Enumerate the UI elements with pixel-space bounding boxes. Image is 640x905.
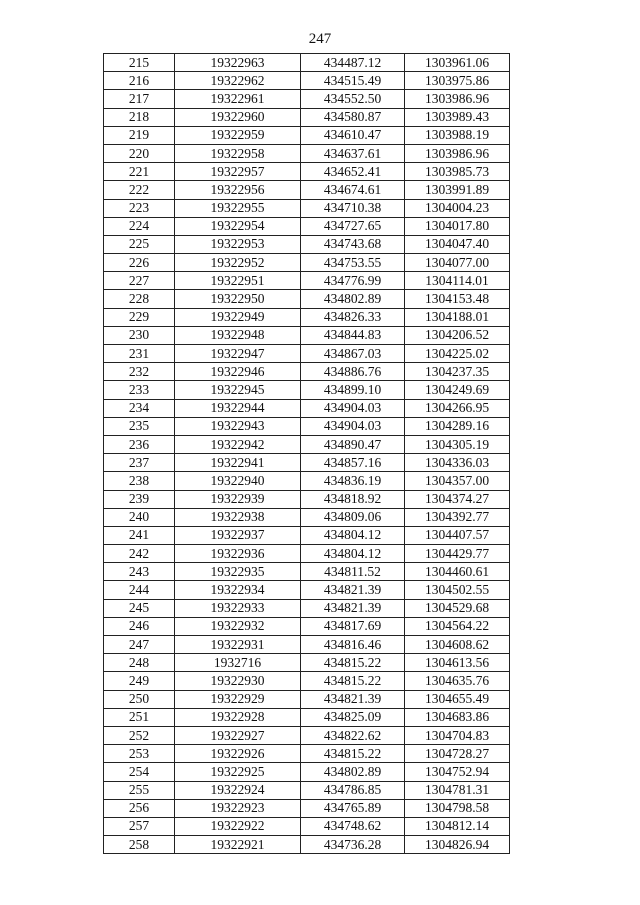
point-number-cell: 241 [104, 526, 175, 544]
point-id-cell: 19322925 [175, 763, 301, 781]
point-number-cell: 230 [104, 326, 175, 344]
x-coordinate-cell: 434753.55 [301, 254, 405, 272]
x-coordinate-cell: 434736.28 [301, 836, 405, 854]
x-coordinate-cell: 434786.85 [301, 781, 405, 799]
table-row [104, 345, 510, 363]
y-coordinate-cell: 1303986.96 [405, 90, 510, 108]
x-coordinate-cell: 434890.47 [301, 435, 405, 453]
point-number-cell: 256 [104, 799, 175, 817]
table-row [104, 272, 510, 290]
point-number-cell: 215 [104, 54, 175, 72]
point-number-cell: 248 [104, 654, 175, 672]
x-coordinate-cell: 434817.69 [301, 617, 405, 635]
table-row [104, 308, 510, 326]
x-coordinate-cell: 434821.39 [301, 599, 405, 617]
x-coordinate-cell: 434727.65 [301, 217, 405, 235]
y-coordinate-cell: 1304613.56 [405, 654, 510, 672]
point-number-cell: 225 [104, 235, 175, 253]
x-coordinate-cell: 434821.39 [301, 690, 405, 708]
x-coordinate-cell: 434515.49 [301, 72, 405, 90]
table-row [104, 545, 510, 563]
point-id-cell: 19322930 [175, 672, 301, 690]
x-coordinate-cell: 434904.03 [301, 417, 405, 435]
x-coordinate-cell: 434821.39 [301, 581, 405, 599]
point-number-cell: 243 [104, 563, 175, 581]
point-id-cell: 19322927 [175, 726, 301, 744]
x-coordinate-cell: 434867.03 [301, 345, 405, 363]
y-coordinate-cell: 1303988.19 [405, 126, 510, 144]
y-coordinate-cell: 1304336.03 [405, 454, 510, 472]
table-row [104, 454, 510, 472]
point-number-cell: 239 [104, 490, 175, 508]
point-number-cell: 221 [104, 163, 175, 181]
table-row [104, 399, 510, 417]
point-number-cell: 258 [104, 836, 175, 854]
point-id-cell: 19322959 [175, 126, 301, 144]
coordinates-table [103, 53, 510, 854]
table-row [104, 526, 510, 544]
y-coordinate-cell: 1303989.43 [405, 108, 510, 126]
table-row [104, 163, 510, 181]
x-coordinate-cell: 434637.61 [301, 144, 405, 162]
y-coordinate-cell: 1303985.73 [405, 163, 510, 181]
y-coordinate-cell: 1304529.68 [405, 599, 510, 617]
table-row [104, 836, 510, 854]
point-id-cell: 19322942 [175, 435, 301, 453]
x-coordinate-cell: 434844.83 [301, 326, 405, 344]
x-coordinate-cell: 434580.87 [301, 108, 405, 126]
x-coordinate-cell: 434674.61 [301, 181, 405, 199]
table-row [104, 54, 510, 72]
point-id-cell: 19322940 [175, 472, 301, 490]
table-row [104, 144, 510, 162]
table-row [104, 708, 510, 726]
x-coordinate-cell: 434487.12 [301, 54, 405, 72]
point-number-cell: 226 [104, 254, 175, 272]
table-row [104, 254, 510, 272]
point-number-cell: 218 [104, 108, 175, 126]
table-row [104, 581, 510, 599]
table-row [104, 690, 510, 708]
x-coordinate-cell: 434802.89 [301, 763, 405, 781]
y-coordinate-cell: 1304047.40 [405, 235, 510, 253]
x-coordinate-cell: 434822.62 [301, 726, 405, 744]
x-coordinate-cell: 434815.22 [301, 672, 405, 690]
page-number: 247 [308, 31, 332, 47]
x-coordinate-cell: 434826.33 [301, 308, 405, 326]
table-row [104, 563, 510, 581]
x-coordinate-cell: 434815.22 [301, 654, 405, 672]
point-id-cell: 19322950 [175, 290, 301, 308]
y-coordinate-cell: 1304266.95 [405, 399, 510, 417]
y-coordinate-cell: 1304077.00 [405, 254, 510, 272]
table-row [104, 90, 510, 108]
x-coordinate-cell: 434836.19 [301, 472, 405, 490]
point-number-cell: 255 [104, 781, 175, 799]
x-coordinate-cell: 434802.89 [301, 290, 405, 308]
x-coordinate-cell: 434610.47 [301, 126, 405, 144]
x-coordinate-cell: 434809.06 [301, 508, 405, 526]
point-id-cell: 19322943 [175, 417, 301, 435]
y-coordinate-cell: 1304502.55 [405, 581, 510, 599]
point-number-cell: 236 [104, 435, 175, 453]
y-coordinate-cell: 1304781.31 [405, 781, 510, 799]
y-coordinate-cell: 1304289.16 [405, 417, 510, 435]
x-coordinate-cell: 434825.09 [301, 708, 405, 726]
y-coordinate-cell: 1304564.22 [405, 617, 510, 635]
x-coordinate-cell: 434816.46 [301, 636, 405, 654]
table-row [104, 199, 510, 217]
point-id-cell: 19322938 [175, 508, 301, 526]
y-coordinate-cell: 1304608.62 [405, 636, 510, 654]
y-coordinate-cell: 1304798.58 [405, 799, 510, 817]
table-row [104, 326, 510, 344]
x-coordinate-cell: 434552.50 [301, 90, 405, 108]
table-row [104, 235, 510, 253]
table-row [104, 508, 510, 526]
y-coordinate-cell: 1304237.35 [405, 363, 510, 381]
point-id-cell: 19322936 [175, 545, 301, 563]
x-coordinate-cell: 434899.10 [301, 381, 405, 399]
y-coordinate-cell: 1304004.23 [405, 199, 510, 217]
table-body [104, 54, 510, 854]
y-coordinate-cell: 1303975.86 [405, 72, 510, 90]
table-row [104, 417, 510, 435]
point-id-cell: 19322945 [175, 381, 301, 399]
point-id-cell: 19322955 [175, 199, 301, 217]
x-coordinate-cell: 434904.03 [301, 399, 405, 417]
y-coordinate-cell: 1304249.69 [405, 381, 510, 399]
point-number-cell: 253 [104, 745, 175, 763]
table-row [104, 745, 510, 763]
point-number-cell: 228 [104, 290, 175, 308]
point-number-cell: 257 [104, 817, 175, 835]
table-row [104, 290, 510, 308]
table-row [104, 636, 510, 654]
point-number-cell: 240 [104, 508, 175, 526]
point-id-cell: 19322962 [175, 72, 301, 90]
y-coordinate-cell: 1304392.77 [405, 508, 510, 526]
x-coordinate-cell: 434652.41 [301, 163, 405, 181]
y-coordinate-cell: 1303991.89 [405, 181, 510, 199]
table-row [104, 381, 510, 399]
point-number-cell: 245 [104, 599, 175, 617]
point-number-cell: 219 [104, 126, 175, 144]
point-number-cell: 217 [104, 90, 175, 108]
point-id-cell: 19322929 [175, 690, 301, 708]
table-row [104, 781, 510, 799]
y-coordinate-cell: 1304683.86 [405, 708, 510, 726]
point-id-cell: 19322960 [175, 108, 301, 126]
y-coordinate-cell: 1304704.83 [405, 726, 510, 744]
point-id-cell: 19322932 [175, 617, 301, 635]
y-coordinate-cell: 1304752.94 [405, 763, 510, 781]
point-id-cell: 19322944 [175, 399, 301, 417]
point-id-cell: 19322939 [175, 490, 301, 508]
point-number-cell: 232 [104, 363, 175, 381]
table-row [104, 435, 510, 453]
y-coordinate-cell: 1304357.00 [405, 472, 510, 490]
table-row [104, 472, 510, 490]
table-row [104, 672, 510, 690]
y-coordinate-cell: 1304429.77 [405, 545, 510, 563]
x-coordinate-cell: 434818.92 [301, 490, 405, 508]
x-coordinate-cell: 434776.99 [301, 272, 405, 290]
point-id-cell: 19322937 [175, 526, 301, 544]
x-coordinate-cell: 434748.62 [301, 817, 405, 835]
point-id-cell: 19322963 [175, 54, 301, 72]
point-number-cell: 235 [104, 417, 175, 435]
point-id-cell: 19322957 [175, 163, 301, 181]
y-coordinate-cell: 1304635.76 [405, 672, 510, 690]
point-id-cell: 19322961 [175, 90, 301, 108]
point-id-cell: 19322954 [175, 217, 301, 235]
point-number-cell: 246 [104, 617, 175, 635]
point-number-cell: 244 [104, 581, 175, 599]
y-coordinate-cell: 1304374.27 [405, 490, 510, 508]
y-coordinate-cell: 1304305.19 [405, 435, 510, 453]
x-coordinate-cell: 434804.12 [301, 526, 405, 544]
y-coordinate-cell: 1304460.61 [405, 563, 510, 581]
point-number-cell: 237 [104, 454, 175, 472]
table-row [104, 799, 510, 817]
point-number-cell: 251 [104, 708, 175, 726]
point-number-cell: 223 [104, 199, 175, 217]
table-row [104, 217, 510, 235]
point-id-cell: 19322931 [175, 636, 301, 654]
x-coordinate-cell: 434815.22 [301, 745, 405, 763]
point-number-cell: 227 [104, 272, 175, 290]
y-coordinate-cell: 1304225.02 [405, 345, 510, 363]
point-number-cell: 220 [104, 144, 175, 162]
table-row [104, 72, 510, 90]
x-coordinate-cell: 434857.16 [301, 454, 405, 472]
y-coordinate-cell: 1304153.48 [405, 290, 510, 308]
point-id-cell: 19322952 [175, 254, 301, 272]
point-number-cell: 234 [104, 399, 175, 417]
table-row [104, 126, 510, 144]
point-id-cell: 19322941 [175, 454, 301, 472]
y-coordinate-cell: 1304812.14 [405, 817, 510, 835]
point-number-cell: 231 [104, 345, 175, 363]
y-coordinate-cell: 1303961.06 [405, 54, 510, 72]
y-coordinate-cell: 1304826.94 [405, 836, 510, 854]
table-row [104, 363, 510, 381]
table-row [104, 181, 510, 199]
table-row [104, 108, 510, 126]
y-coordinate-cell: 1304017.80 [405, 217, 510, 235]
point-id-cell: 19322933 [175, 599, 301, 617]
x-coordinate-cell: 434804.12 [301, 545, 405, 563]
point-number-cell: 229 [104, 308, 175, 326]
point-number-cell: 249 [104, 672, 175, 690]
point-id-cell: 19322922 [175, 817, 301, 835]
y-coordinate-cell: 1304188.01 [405, 308, 510, 326]
point-number-cell: 216 [104, 72, 175, 90]
point-number-cell: 254 [104, 763, 175, 781]
point-id-cell: 19322935 [175, 563, 301, 581]
table-row [104, 599, 510, 617]
point-id-cell: 19322956 [175, 181, 301, 199]
y-coordinate-cell: 1304655.49 [405, 690, 510, 708]
point-number-cell: 242 [104, 545, 175, 563]
point-id-cell: 19322924 [175, 781, 301, 799]
y-coordinate-cell: 1304206.52 [405, 326, 510, 344]
table-row [104, 617, 510, 635]
point-id-cell: 19322928 [175, 708, 301, 726]
point-number-cell: 250 [104, 690, 175, 708]
point-number-cell: 224 [104, 217, 175, 235]
point-number-cell: 247 [104, 636, 175, 654]
point-id-cell: 19322926 [175, 745, 301, 763]
y-coordinate-cell: 1304114.01 [405, 272, 510, 290]
x-coordinate-cell: 434811.52 [301, 563, 405, 581]
x-coordinate-cell: 434743.68 [301, 235, 405, 253]
table-row [104, 726, 510, 744]
point-number-cell: 238 [104, 472, 175, 490]
point-id-cell: 19322951 [175, 272, 301, 290]
x-coordinate-cell: 434710.38 [301, 199, 405, 217]
x-coordinate-cell: 434886.76 [301, 363, 405, 381]
point-number-cell: 252 [104, 726, 175, 744]
point-id-cell: 1932716 [175, 654, 301, 672]
point-id-cell: 19322946 [175, 363, 301, 381]
point-id-cell: 19322934 [175, 581, 301, 599]
point-id-cell: 19322921 [175, 836, 301, 854]
point-number-cell: 222 [104, 181, 175, 199]
point-id-cell: 19322949 [175, 308, 301, 326]
y-coordinate-cell: 1304407.57 [405, 526, 510, 544]
point-number-cell: 233 [104, 381, 175, 399]
table-row [104, 490, 510, 508]
point-id-cell: 19322958 [175, 144, 301, 162]
table-row [104, 817, 510, 835]
point-id-cell: 19322947 [175, 345, 301, 363]
point-id-cell: 19322948 [175, 326, 301, 344]
table-row [104, 763, 510, 781]
table-row [104, 654, 510, 672]
y-coordinate-cell: 1304728.27 [405, 745, 510, 763]
x-coordinate-cell: 434765.89 [301, 799, 405, 817]
point-id-cell: 19322923 [175, 799, 301, 817]
point-id-cell: 19322953 [175, 235, 301, 253]
y-coordinate-cell: 1303986.96 [405, 144, 510, 162]
